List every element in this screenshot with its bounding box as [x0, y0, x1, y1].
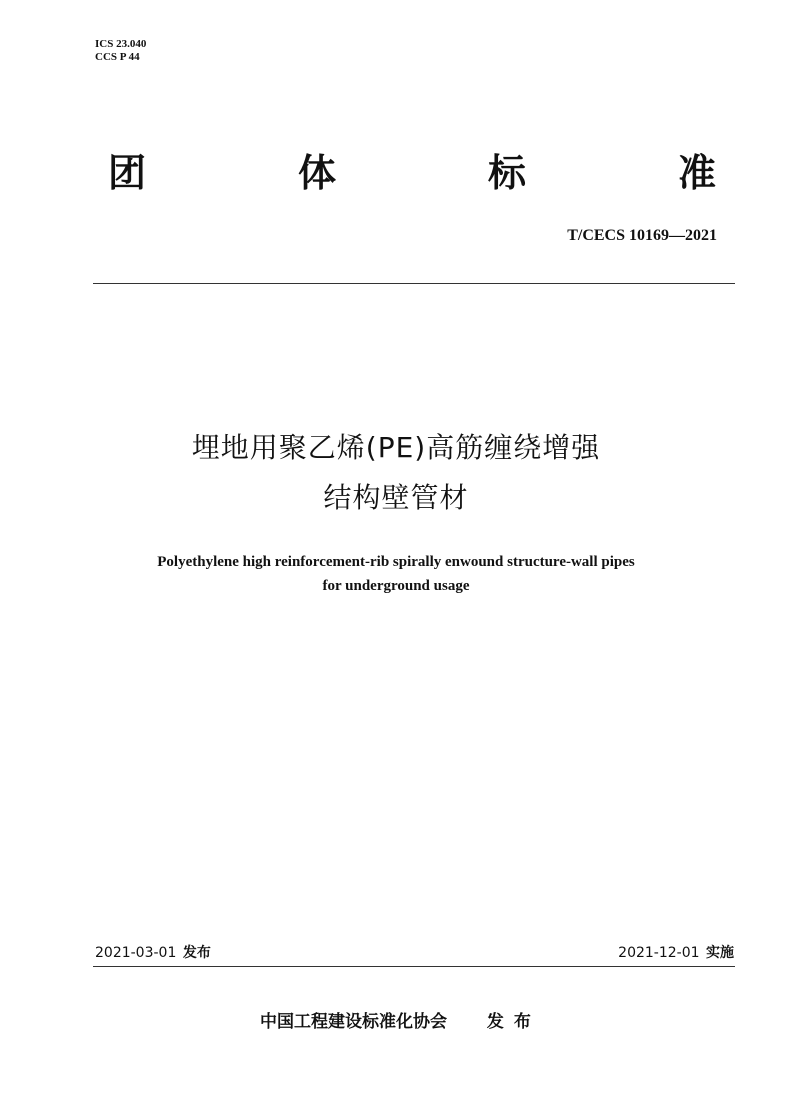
- ccs-code: CCS P 44: [95, 51, 140, 63]
- ics-code: ICS 23.040: [95, 38, 147, 50]
- title-cn-line1: 埋地用聚乙烯(PE)高筋缠绕增强: [191, 431, 601, 464]
- standard-type-char: 准: [678, 151, 717, 195]
- issue-date-label: 发布: [182, 945, 211, 961]
- standard-type-char: 体: [298, 151, 337, 195]
- implement-date-value: 2021-12-01: [618, 945, 700, 961]
- top-divider: [93, 283, 735, 284]
- implement-date-label: 实施: [706, 945, 734, 961]
- implement-date: [618, 942, 734, 962]
- standard-number: T/CECS 10169—2021: [567, 227, 717, 244]
- publisher-label: 发布: [486, 1012, 541, 1032]
- bottom-divider: [93, 966, 735, 967]
- title-en-line2: for underground usage: [322, 578, 470, 594]
- publisher: [260, 1007, 541, 1032]
- standard-type-heading: [108, 148, 724, 198]
- publisher-name: 中国工程建设标准化协会: [260, 1012, 447, 1032]
- issue-date: [95, 942, 211, 962]
- title-cn-line2: 结构壁管材: [323, 481, 469, 514]
- standard-type-char: 团: [108, 151, 147, 195]
- classification-codes: [95, 38, 146, 64]
- standard-type-char: 标: [488, 151, 527, 195]
- title-en-line1: Polyethylene high reinforcement-rib spirally enwound structure-wall pipes: [157, 554, 635, 570]
- issue-date-value: 2021-03-01: [95, 945, 177, 961]
